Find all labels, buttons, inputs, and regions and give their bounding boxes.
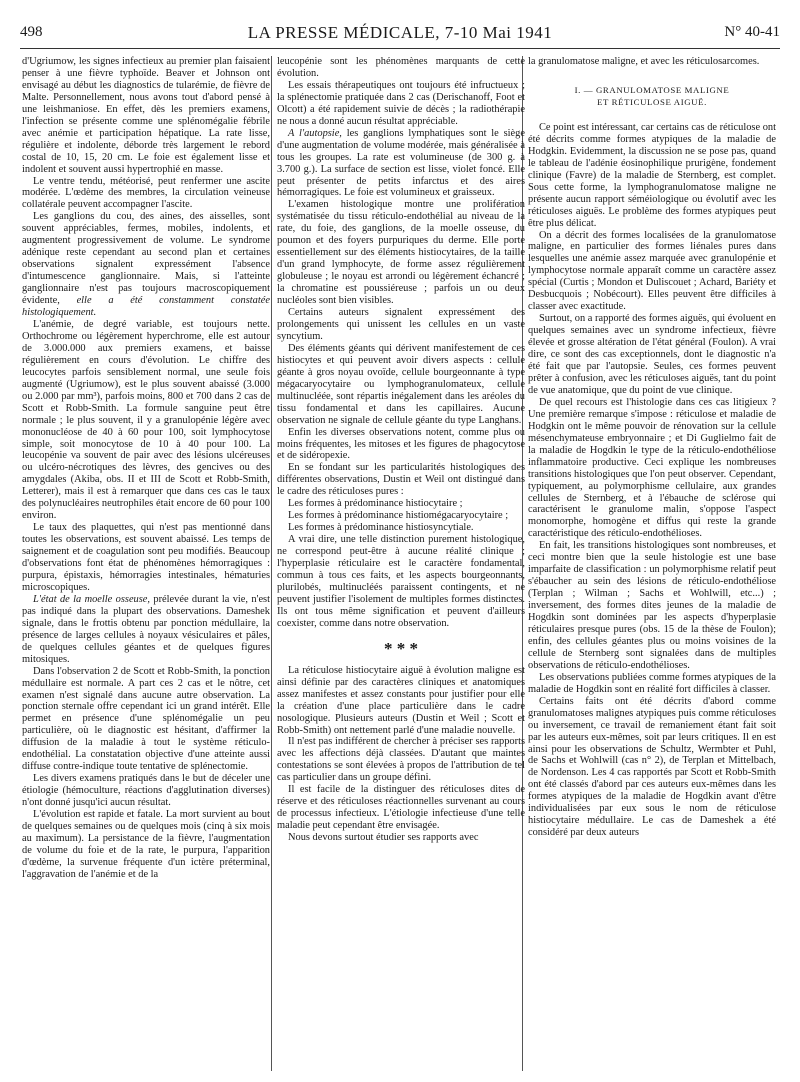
paragraph: Le ventre tendu, météorisé, peut renfermer une ascite modérée. L'œdème des membres, la circulation veineuse collatérale peuvent accompagner l'ascite. (22, 175, 270, 211)
paragraph: La réticulose histiocytaire aiguë à évolution maligne est ainsi définie par des caractères cliniques et anatomiques assez manifestes et assez constants pour justifier pour elle la création d'une place particulière dans le cadre nosologique. Plusieurs auteurs (Dustin et Weil ; Scott et Robb-Smith) ont nettement parlé d'une maladie nouvelle. (277, 664, 525, 736)
paragraph: L'évolution est rapide et fatale. La mort survient au bout de quelques semaines ou de quelques mois (cinq à six mois au maximum). La persistance de la fièvre, l'augmentation de volume du foie et de la rate, le purpura, l'apparition d'œdème, la survenue fréquente d'un ictère préterminal, l'aggravation de l'anémie et de la (22, 809, 270, 880)
issue-number: N° 40-41 (724, 24, 780, 40)
text-run: les ganglions lymphatiques sont le siège d'une augmentation de volume modérée, mais généralisée à tous les groupes. La rate est volumineuse (de 300 g. à 3.700 g.). La surface de section est lisse, violet foncé. Elle peut présenter de petits infarctus et des aires hémorragiques. Le foie est volumineux et graisseux. (277, 127, 525, 199)
paragraph: la granulomatose maligne, et avec les réticulosarcomes. (528, 56, 760, 67)
column-3 (528, 56, 776, 839)
journal-title: LA PRESSE MÉDICALE, 7-10 Mai 1941 (247, 23, 553, 42)
column-1 (22, 56, 270, 881)
column-separator-1 (271, 56, 272, 1071)
section-heading-line: I. — GRANULOMATOSE MALIGNE (574, 84, 730, 95)
paragraph (22, 594, 270, 666)
paragraph: De quel recours est l'histologie dans ces cas litigieux ? Une première remarque s'impose : réticulose et maladie de Hodgkin ont le même pouvoir de rénovation sur la cellule mésenchymateuse embryonnaire ; et Di Guglielmo fait de la maladie de Hogdkin le type de la réticulo-endothéliose inflammatoire productive. Ceci explique les nombreuses transitions histologiques que l'on peut observer. Cependant, typiquement, au polymorphisme cellulaire, aux grandes cellules de Sternberg, et à l'ébauche de sclérose qui caractérisent le granulome malin, s'oppose l'aspect monomorphe, homogène et diffus qui reste la grande caractéristique des réticulo-endothélioses. (528, 396, 776, 540)
paragraph: Enfin les diverses observations notent, comme plus ou moins fréquentes, les mitoses et les figures de phagocytose et de sidéropexie. (277, 426, 525, 462)
paragraph: L'examen histologique montre une prolifération systématisée du tissu réticulo-endothélial au niveau de la rate, du foie, des ganglions, de la moelle osseuse, du poumon et des foyers purpuriques du derme. Elle porte essentiellement sur des éléments histiocytaires, de la taille d'un grand lymphocyte, de forme assez régulièrement globuleuse ; le noyau est arrondi ou légèrement échancré ; la chromatine est poussiéreuse ; parfois un ou deux nucléoles sont bien visibles. (277, 199, 525, 307)
emphasis: A l'autopsie, (288, 127, 342, 139)
paragraph (22, 211, 270, 319)
section-heading (528, 84, 776, 108)
paragraph: leucopénie sont les phénomènes marquants de cette évolution. (277, 56, 525, 79)
paragraph: Ce point est intéressant, car certains cas de réticulose ont été décrits comme formes atypiques de la maladie de Hodgkin. Evidemment, la discussion ne se pose pas, quand le tableau de l'adénie éosinophilique prurigène, fondement clinique (Favre) de la maladie de Sternberg, est complet. Sous cette forme, la lymphogranulomatose maligne ne présente aucun rapport séméiologique ou évolutif avec les réticuloses aiguës. Le problème des formes atypiques peut être plus délicat. (528, 121, 776, 229)
paragraph: Le taux des plaquettes, qui n'est pas mentionné dans toutes les observations, est souvent abaissé. Les temps de saignement et de coagulation sont peu modifiés. Beaucoup d'observations font état de phénomènes hémorragiques : purpura, épistaxis, hémorragies intestinales, hématuries microscopiques. (22, 522, 270, 593)
paragraph: Les essais thérapeutiques ont toujours été infructueux ; la splénectomie pratiquée dans 2 cas (Derischanoff, Foot et Olcott) a été rapidement suivie de décès ; la radiothérapie ne nous a donné aucun résultat appréciable. (277, 79, 525, 127)
paragraph: Dans l'observation 2 de Scott et Robb-Smith, la ponction médullaire est normale. A part ces 2 cas et le nôtre, cet examen n'est signalé dans aucune autre observation. La ponction sternale offre cependant ici un grand intérêt. Elle permet en présence d'une splénomégalie un peu particulière, où le diagnostic est hésitant, d'affirmer la diffusion de la maladie à tout le système réticulo-endothélial. La constatation objective d'une atteinte aussi diffuse contre-indique toute tentative de splénectomie. (22, 665, 270, 773)
text-run: prélevée durant la vie, n'est pas indiqué dans la plupart des observations. Dameshek signale, dans le frottis obtenu par ponction médullaire, la présence de larges cellules à noyaux vésiculaires et pâles, de quelques cellules géantes et de quelques figures mitosiques. (22, 593, 270, 665)
paragraph: Les formes à prédominance histiosyncytiale. (288, 522, 474, 534)
paragraph: Les divers examens pratiqués dans le but de déceler une étiologie (hémoculture, réactions d'agglutination diverses) n'ont donné jusqu'ici aucun résultat. (22, 773, 270, 809)
page-header (20, 14, 780, 48)
paragraph: Les observations publiées comme formes atypiques de la maladie de Hogdkin sont en réalité fort difficiles à classer. (528, 671, 776, 695)
paragraph: Des éléments géants qui dérivent manifestement de ces histiocytes et qui peuvent avoir divers aspects : cellule géante à gros noyau ovoïde, cellule bourgeonnante à type mégacaryocytaire ou lymphogranulomateux, cellule multinucléée, sont répartis inégalement dans les aréoles du tissu fondamental et dans les capillaires. Aucune observation ne signale de cellule géante du type Langhans. (277, 342, 525, 426)
paragraph: Il est facile de la distinguer des réticuloses dites de réserve et des réticuloses réactionnelles survenant au cours de processus infectieux. L'étiologie infectieuse d'une telle maladie peut cependant être envisagée. (277, 784, 525, 832)
paragraph: Certains auteurs signalent expressément des prolongements qui unissent les cellules en un vaste syncytium. (277, 307, 525, 342)
paragraph: Il n'est pas indifférent de chercher à préciser ses rapports avec les affections déjà classées. D'autant que maintes contestations se sont élevées à propos de l'attribution de tel cas particulier dans un groupe défini. (277, 736, 525, 784)
section-break-asterisks: * * * (384, 638, 418, 658)
paragraph: Les formes à prédominance histiomégacaryocytaire ; (288, 510, 509, 522)
paragraph (277, 128, 525, 200)
paragraph: En se fondant sur les particularités histologiques des différentes observations, Dustin et Weil ont distingué dans le cadre des réticuloses pures : (277, 462, 525, 498)
paragraph: A vrai dire, une telle distinction purement histologique, ne correspond peut-être à aucune réalité clinique ; l'hyperplasie réticulaire est le caractère fondamental, commun à tous ces faits, et les aspects bourgeonnants, plurilobés, multinucléés paraissent contingents, et ne peuvent justifier l'isolement de multiples formes distinctes. Ils ont tous même signification et peuvent d'ailleurs coexister, comme dans notre observation. (277, 534, 525, 629)
header-rule (20, 48, 780, 49)
paragraph: En fait, les transitions histologiques sont nombreuses, et ceci montre bien que la seule histologie est une base imparfaite de classification : un polymorphisme relatif peut s'ébaucher au sein des lésions de réticulo-endothéliose (Terplan ; Wilman ; Sachs et Wohlwill, etc...) ; inversement, des formes dites jeunes de la maladie de Hogdkin sont dominées par les aspects d'hyperplasie réticulaires presque pures (obs. 15 de la thèse de Foulon); enfin, des cellules géantes plus ou moins voisines de la cellule de Sternberg sont signalées dans de multiples observations de réticulo-endothélioses. (528, 540, 776, 671)
paragraph: Les formes à prédominance histiocytaire ; (288, 498, 463, 510)
page-number: 498 (20, 24, 43, 40)
paragraph: d'Ugriumow, les signes infectieux au premier plan faisaient penser à une fièvre typhoïde. Beaver et Johnson ont envisagé au début les diagnostics de tularémie, de fièvre de Malte. Personnellement, nous avons tout d'abord pensé à une leishmaniose. En effet, dès les premiers examens, l'infection se présente comme une splénomégalie fébrile avec anémie et participation hépatique. La rate lisse, régulière et indolente, déborde très largement le rebord costal de 10, 15, 20 cm. Le foie est également lisse et indolent et souvent aussi hypertrophié en masse. (22, 56, 270, 175)
paragraph: Nous devons surtout étudier ses rapports avec (288, 832, 479, 844)
text-run: Les ganglions du cou, des aines, des aisselles, sont souvent appréciables, fermes, mobiles, indolents, et augmentent progressivement de volume. Le syndrome adénique reste cependant au second plan et certaines observations signalent expressément l'absence d'intumescence ganglionnaire. Mais, si l'atteinte ganglionnaire n'est pas toujours macroscopiquement évidente, (22, 211, 270, 307)
paragraph: L'anémie, de degré variable, est toujours nette. Orthochrome ou légèrement hyperchrome, elle est autour de 3.000.000 aux premiers examens, et baisse régulièrement en cours d'évolution. Le chiffre des leucocytes parfois sensiblement normal, une seule fois augmenté (Ugriumow), est le plus souvent abaissé (3.000 ou 2.000 par mm³), parfois moins, 800 et 700 dans 2 cas de Scott et Robb-Smith. La formule sanguine peut être normale ; le plus souvent, il y a granulopénie légère avec mononucléose de 40 à 60 pour 100, soit lymphocytose simple, soit monocytose de 10 à 40 pour 100. La leucopénie va souvent de pair avec des lésions ulcéreuses ou ulcéro-nécrotiques des lèvres, des gencives ou des amygdales (Akiba, obs. II et III de Scott et Robb-Smith, Letterer), mais il est à remarquer que dans ces cas le taux des polynucléaires neutrophiles était encore de 60 pour 100 environ. (22, 318, 270, 522)
emphasis: elle a été constamment constatée histologiquement. (22, 295, 270, 319)
paragraph: Certains faits ont été décrits d'abord comme granulomatoses malignes atypiques puis comme réticuloses ou inversement, ce travail de remaniement étant fait soit par les auteurs eux-mêmes, soit par leurs critiques. Il en est ainsi pour les observations de Schultz, Wermbter et Puhl, de Sachs et Wohlwill (cas n° 2), de Terplan et Mittelbach, de Nordenson. Les 4 cas rapportés par Scott et Robb-Smith ont été classés d'abord par ces auteurs eux-mêmes dans les formes atypiques de la maladie de Hogdkin avant d'être individualisées par eux sous le nom de réticulose histiocytaire médullaire. Le cas de Dameshek a été considéré par deux auteurs (528, 695, 776, 839)
paragraph: Surtout, on a rapporté des formes aiguës, qui évoluent en quelques semaines avec un syndrome infectieux, fièvre élevée et grosse altération de l'état général (Foulon). A vrai dire, ce sont des cas exceptionnels, dont le diagnostic n'a été fait que par l'autopsie. Seules, ces formes peuvent prêter à confusion, avec les réticuloses aiguës, tant du point de vue anatomique, que du point de vue clinique. (528, 313, 776, 396)
emphasis: L'état de la moelle osseuse, (33, 593, 150, 605)
section-heading-line: ET RÉTICULOSE AIGUË. (597, 96, 707, 107)
paragraph: On a décrit des formes localisées de la granulomatose maligne, en particulier des formes liénales pures dans lesquelles une anémie assez marquée avec granulopénie et lymphocytose normale apparaît comme un caractère assez spécial (Curtis ; Mondon et Duliscouet ; Achard, Bariéty et Desbucquois ; Nobécourt). Elles peuvent être difficiles à classer avec exactitude. (528, 229, 776, 313)
column-2 (277, 56, 525, 844)
